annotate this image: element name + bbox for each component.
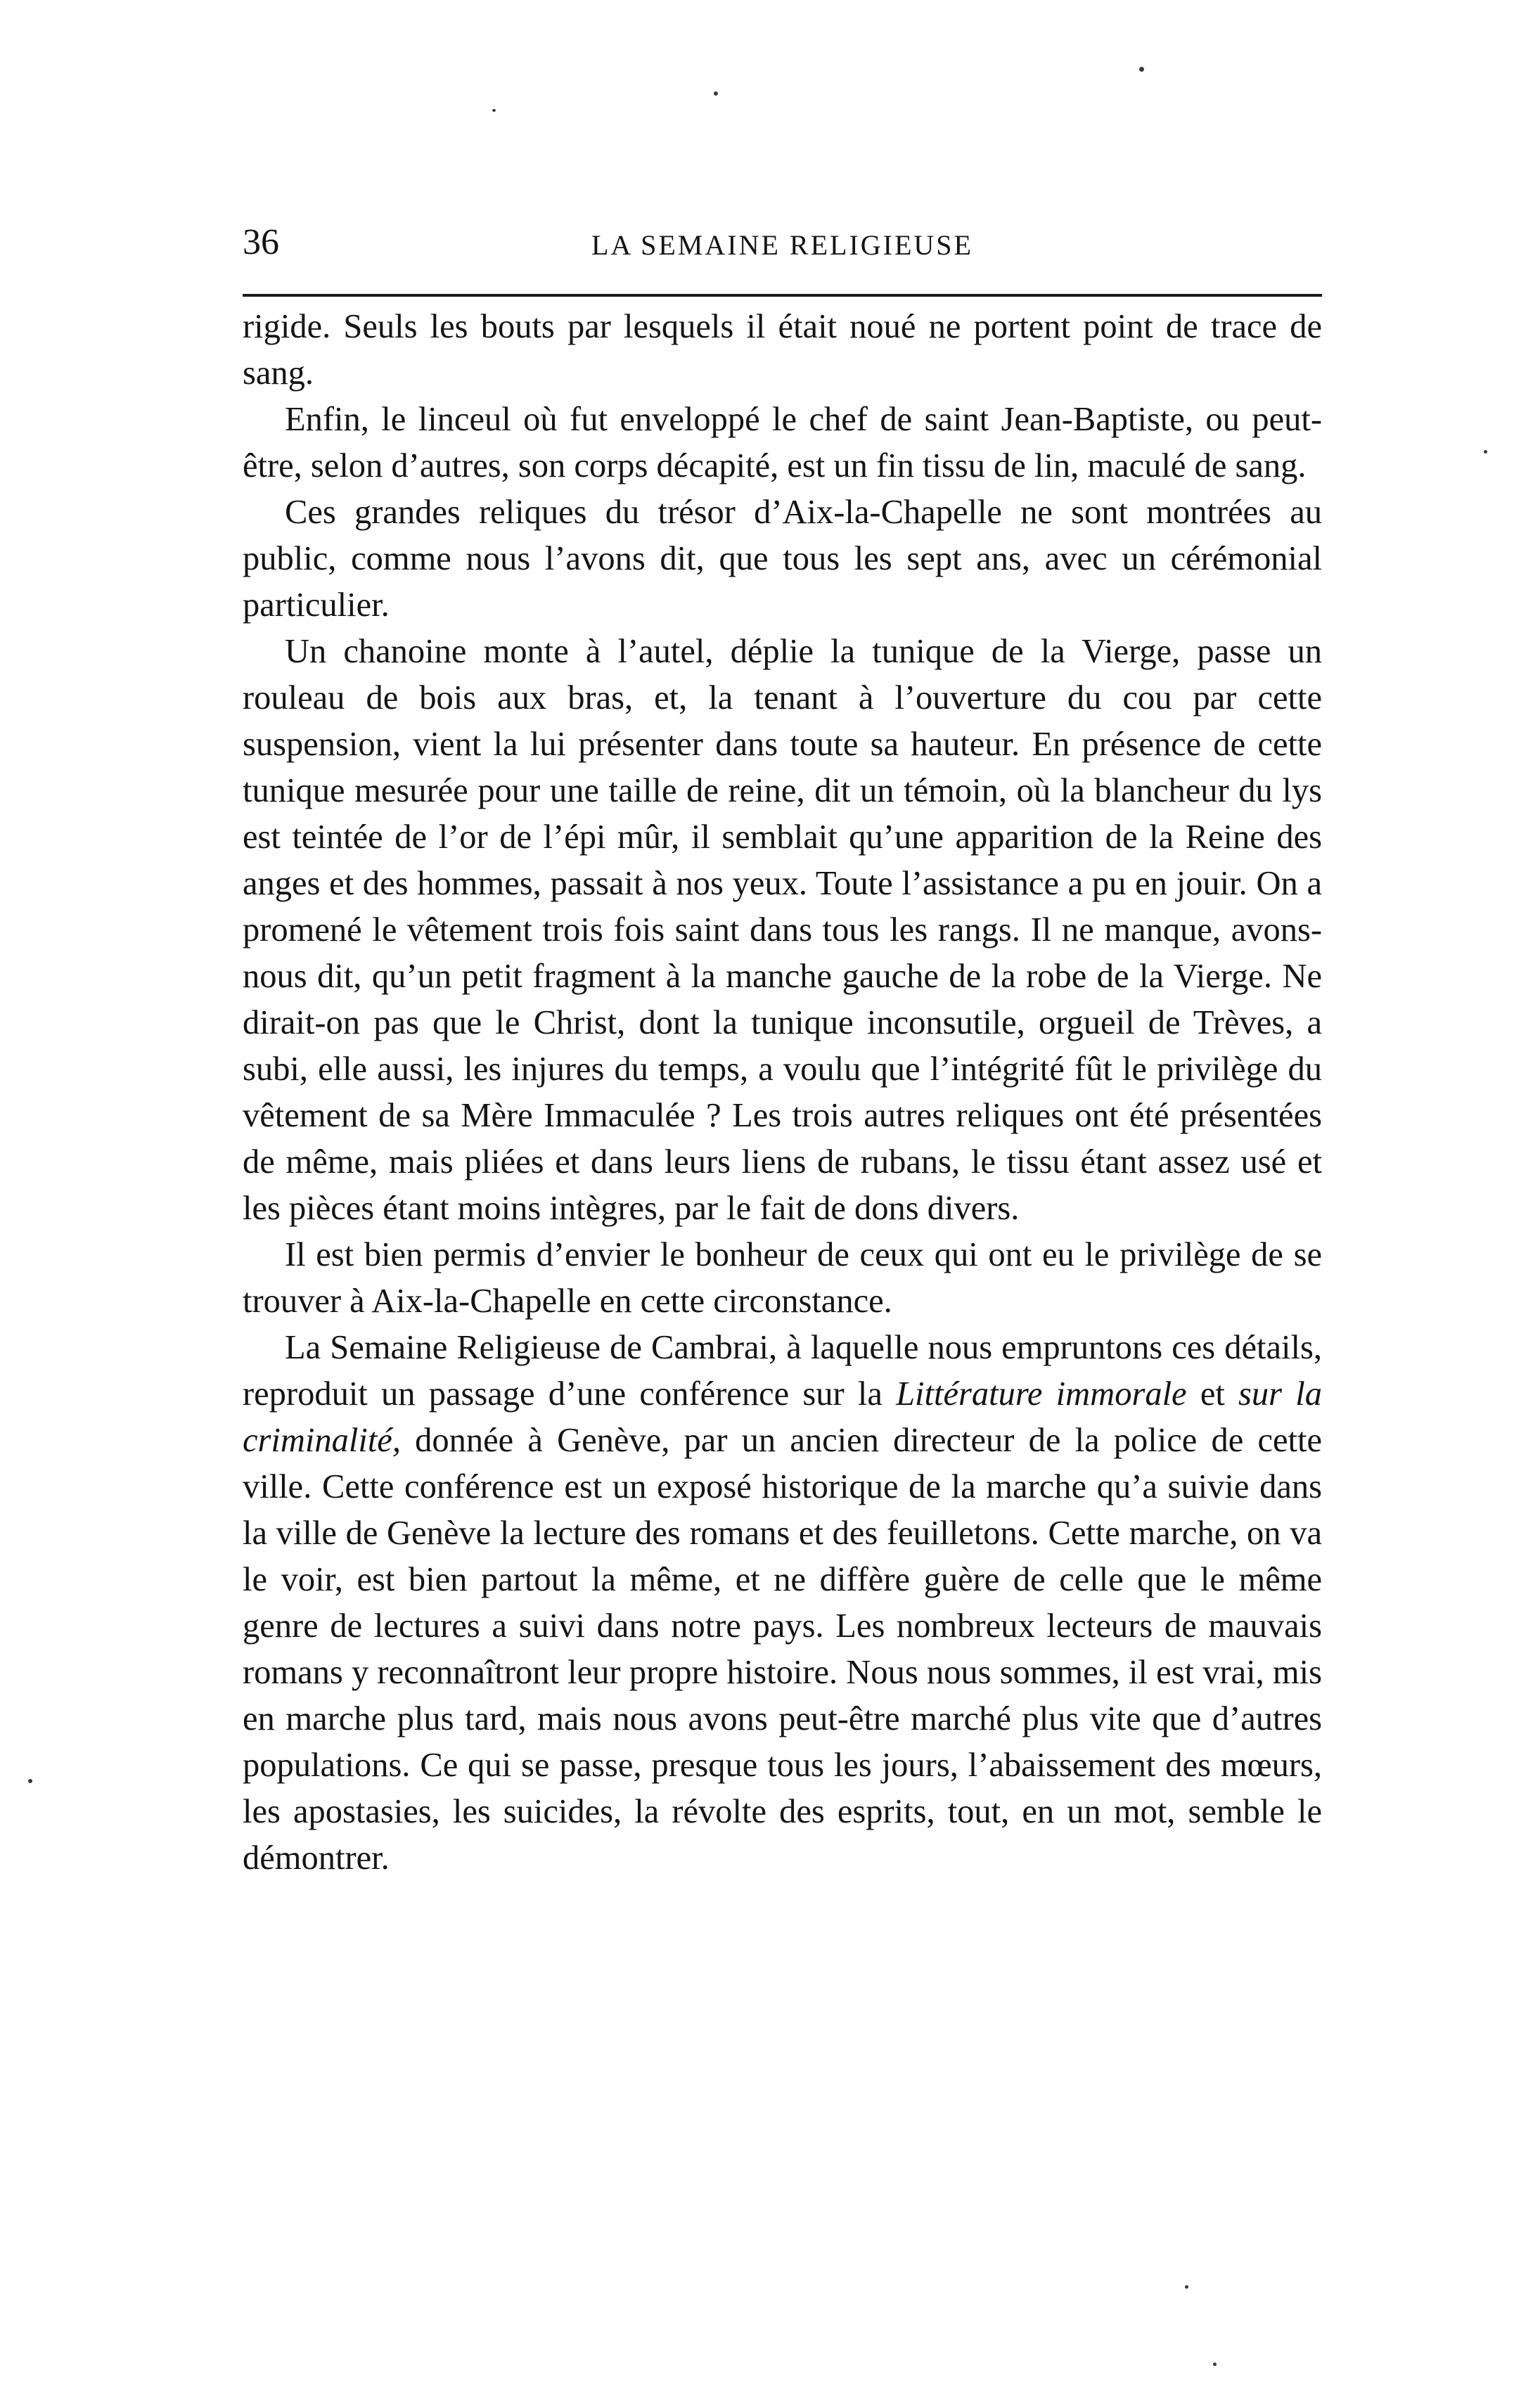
paragraph-continuation: rigide. Seuls les bouts par lesquels il était noué ne portent point de trace de sang.	[243, 308, 1322, 392]
paragraph-linceul: Enfin, le linceul où fut enveloppé le chef de saint Jean-Baptiste, ou peut-être, selon d’autres, son corps décapité, est un fin tissu de lin, maculé de sang.	[243, 401, 1322, 484]
page-number: 36	[243, 222, 279, 262]
italic-title-criminalite: sur la criminalité,	[243, 1375, 1322, 1459]
paragraph-cambrai	[243, 1325, 1322, 1882]
header-rule	[243, 294, 1322, 297]
scan-speck	[714, 91, 718, 96]
scan-speck	[1484, 450, 1487, 454]
scan-speck	[28, 1779, 32, 1783]
running-title: LA SEMAINE RELIGIEUSE	[591, 229, 973, 261]
page-header	[243, 214, 1322, 271]
paragraph-cambrai-conjunction: et	[1186, 1375, 1239, 1413]
paragraph-cambrai-start: La Semaine Religieuse de Cambrai, à laquelle nous empruntons ces détails, reproduit un passage d’une conférence sur la	[243, 1329, 1322, 1413]
paragraph-reliques: Ces grandes reliques du trésor d’Aix-la-Chapelle ne sont montrées au public, comme nous l’avons dit, que tous les sept ans, avec un cérémonial particulier.	[243, 494, 1322, 624]
paragraph-privilege: Il est bien permis d’envier le bonheur de ceux qui ont eu le privilège de se trouver à Aix-la-Chapelle en cette circonstance.	[243, 1236, 1322, 1320]
italic-title-litterature: Littérature immorale	[896, 1375, 1187, 1413]
scan-speck	[492, 109, 496, 112]
body-text	[243, 304, 1322, 1882]
scan-speck	[1213, 2363, 1217, 2366]
scan-speck	[1185, 2285, 1188, 2289]
paragraph-chanoine: Un chanoine monte à l’autel, déplie la tunique de la Vierge, passe un rouleau de bois aux bras, et, la tenant à l’ouverture du cou par cette suspension, vient la lui présenter dans toute sa hauteur. En présence de cette tunique mesurée pour une taille de reine, dit un témoin, où la blancheur du lys est teintée de l’or de l’épi mûr, il semblait qu’une apparition de la Reine des anges et des hommes, passait à nos yeux. Toute l’assistance a pu en jouir. On a promené le vêtement trois fois saint dans tous les rangs. Il ne manque, avons-nous dit, qu’un petit fragment à la manche gauche de la robe de la Vierge. Ne dirait-on pas que le Christ, dont la tunique inconsutile, orgueil de Trèves, a subi, elle aussi, les injures du temps, a voulu que l’intégrité fût le privilège du vêtement de sa Mère Immaculée ? Les trois autres reliques ont été présentées de même, mais pliées et dans leurs liens de rubans, le tissu étant assez usé et les pièces étant moins intègres, par le fait de dons divers.	[243, 633, 1322, 1227]
scan-speck	[1139, 67, 1144, 72]
paragraph-cambrai-end: donnée à Genève, par un ancien directeur de la police de cette ville. Cette conférence est un exposé historique de la marche qu’a suivie dans la ville de Genève la lecture des romans et des feuilletons. Cette marche, on va le voir, est bien partout la même, et ne diffère guère de celle que le même genre de lectures a suivi dans notre pays. Les nombreux lecteurs de mauvais romans y reconnaîtront leur propre histoire. Nous nous sommes, il est vrai, mis en marche plus tard, mais nous avons peut-être marché plus vite que d’autres populations. Ce qui se passe, presque tous les jours, l’abaissement des mœurs, les apostasies, les suicides, la révolte des esprits, tout, en un mot, semble le démontrer.	[243, 1422, 1322, 1877]
